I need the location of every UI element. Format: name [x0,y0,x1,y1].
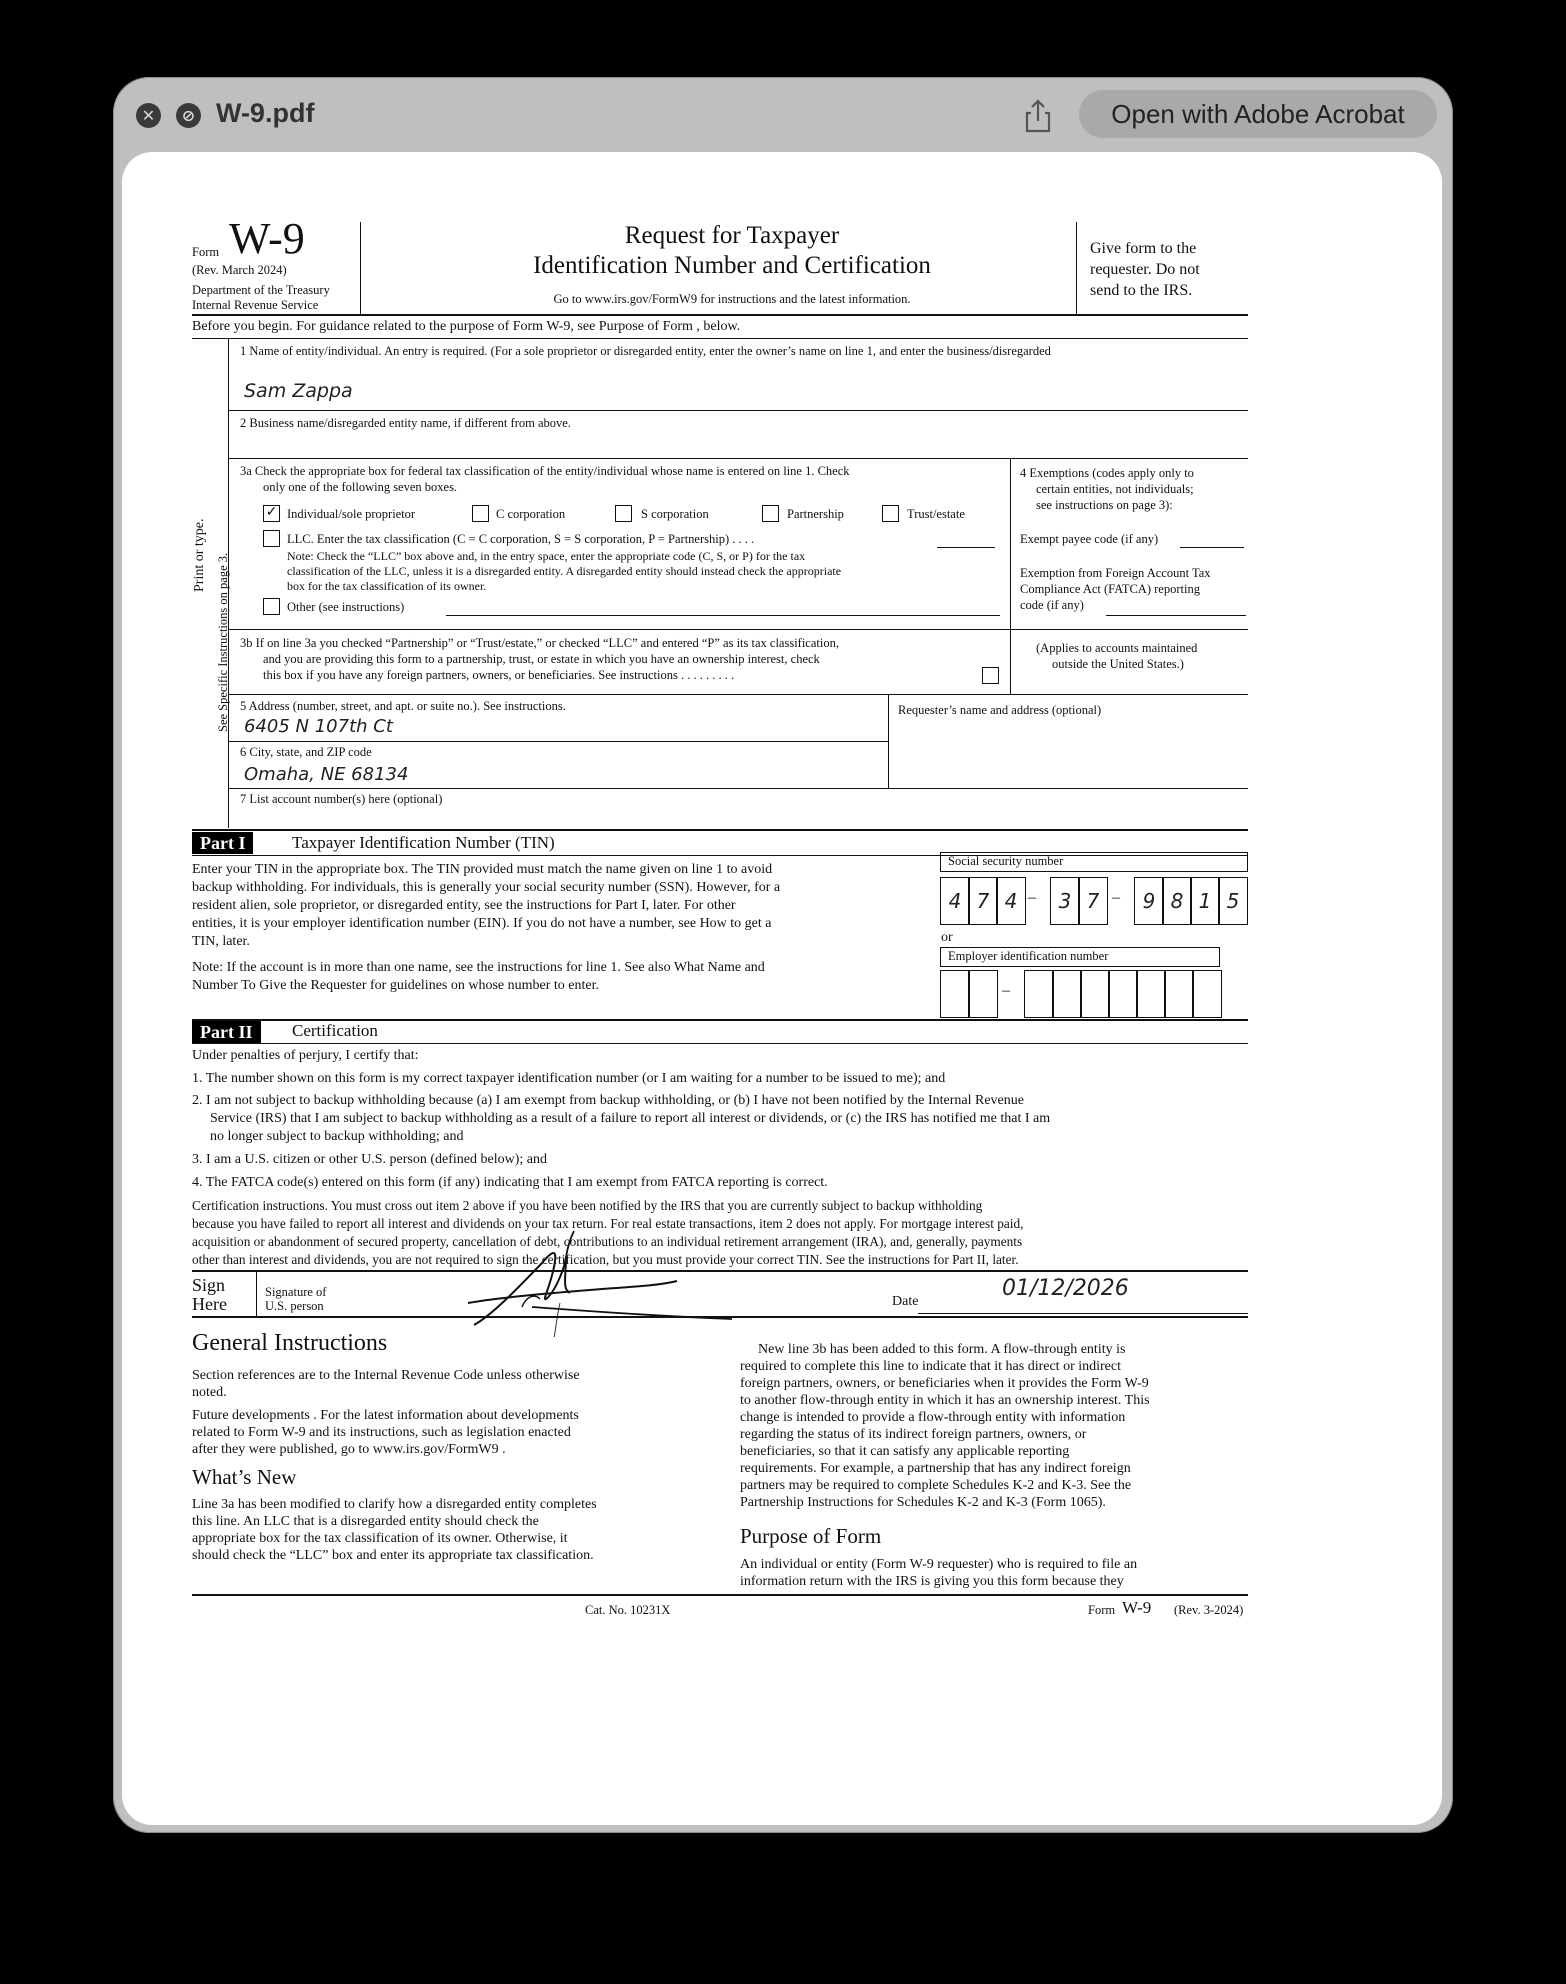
whats-new-1: Line 3a has been modified to clarify how a disregarded entity completes [192,1497,597,1512]
part2-tag: Part II [192,1021,261,1043]
irs-label: Internal Revenue Service [192,298,319,312]
form-goto: Go to www.irs.gov/FormW9 for instructions and the latest information. [553,292,911,306]
whats-new-2: this line. An LLC that is a disregarded entity should check the [192,1514,539,1529]
line1-label: 1 Name of entity/individual. An entry is required. (For a sole proprietor or disregarded entity, enter the owner’s name on line 1, and enter the business/disregarded [240,344,1051,358]
individual-checkbox[interactable]: ✓ [263,505,280,522]
here-label: Here [192,1294,227,1314]
c-corp-checkbox[interactable] [472,505,489,522]
line7-label: 7 List account number(s) here (optional) [240,792,443,806]
cert-intro: Under penalties of perjury, I certify that: [192,1048,419,1063]
llc-note-1: Note: Check the “LLC” box above and, in the entry space, enter the appropriate code (C, S, or P) for the tax [287,549,806,563]
form-title-2: Identification Number and Certification [533,252,931,279]
line2-label: 2 Business name/disregarded entity name, if different from above. [240,416,571,430]
cat-number: Cat. No. 10231X [585,1603,671,1617]
llc-note-2: classification of the LLC, unless it is a disregarded entity. A disregarded entity should instead check the appropriate [287,564,842,578]
right-col-10: Partnership Instructions for Schedules K-2 and K-3 (Form 1065). [740,1495,1106,1510]
cert-item-1: 1. The number shown on this form is my correct taxpayer identification number (or I am waiting for a number to be issued to me); and [192,1071,946,1086]
give-form-2: requester. Do not [1090,261,1200,278]
ssn-dash: – [1112,889,1120,906]
applies-2: outside the United States.) [1052,657,1184,671]
ssn-digit: 8 [1162,877,1192,925]
part1-title: Taxpayer Identification Number (TIN) [292,833,555,852]
date-field[interactable]: 01/12/2026 [1002,1276,1129,1301]
give-form-1: Give form to the [1090,240,1197,257]
ssn-digit: 9 [1134,877,1164,925]
c-corp-label: C corporation [496,507,566,521]
ssn-digit: 3 [1050,877,1080,925]
open-with-acrobat-button[interactable]: Open with Adobe Acrobat [1079,90,1437,138]
date-label: Date [892,1294,919,1309]
account-numbers-field[interactable] [240,808,1240,826]
part1-text-5: TIN, later. [192,934,250,949]
partnership-checkbox[interactable] [762,505,779,522]
signature-of-label: Signature of [265,1285,327,1299]
ein-label: Employer identification number [948,949,1109,963]
cert-instr-4: other than interest and dividends, you are not required to sign the certification, but you must provide your correct TIN. See the instructions for Part II, later. [192,1252,1019,1267]
other-label: Other (see instructions) [287,600,405,614]
individual-label: Individual/sole proprietor [287,507,416,521]
cert-item-2b: Service (IRS) that I am subject to backup withholding as a result of a failure to report all interest or dividends, or (c) the IRS has notified me that I am [210,1111,1051,1126]
form-rev: (Rev. March 2024) [192,263,287,277]
right-col-7: beneficiaries, so that it can satisfy any applicable reporting [740,1444,1070,1459]
file-name: W-9.pdf [216,98,315,128]
exemptions-label-2: certain entities, not individuals; [1036,482,1194,496]
line5-label: 5 Address (number, street, and apt. or suite no.). See instructions. [240,699,566,713]
name-field[interactable]: Sam Zappa [244,380,353,402]
fatca-label-1: Exemption from Foreign Account Tax [1020,566,1211,580]
exempt-payee-label: Exempt payee code (if any) [1020,532,1159,546]
s-corp-label: S corporation [641,507,709,521]
ssn-digit: 4 [996,877,1026,925]
address-field[interactable]: 6405 N 107th Ct [244,716,393,737]
part1-text-2: backup withholding. For individuals, this is generally your social security number (SSN). However, for a [192,880,781,895]
gi-text-1: Section references are to the Internal Revenue Code unless otherwise [192,1368,580,1383]
part1-text-3: resident alien, sole proprietor, or disregarded entity, see the instructions for Part I, later. For other [192,898,736,913]
future-dev-1: Future developments . For the latest information about developments [192,1408,579,1423]
line3a-label-2: only one of the following seven boxes. [263,480,458,494]
cert-instr-2: because you have failed to report all interest and dividends on your tax return. For real estate transactions, item 2 does not apply. For mortgage interest paid, [192,1216,1024,1231]
part2-title: Certification [292,1021,378,1040]
footer-form-word: Form [1088,1603,1116,1617]
trust-estate-checkbox[interactable] [882,505,899,522]
future-dev-2: related to Form W-9 and its instructions, such as legislation enacted [192,1425,571,1440]
future-dev-3: after they were published, go to www.irs.gov/FormW9 . [192,1442,506,1457]
part1-text-4: entities, it is your employer identification number (EIN). If you do not have a number, see How to get a [192,916,772,931]
ssn-digit: 4 [940,877,970,925]
whats-new-4: should check the “LLC” box and enter its appropriate tax classification. [192,1548,594,1563]
gi-text-2: noted. [192,1385,227,1400]
partnership-label: Partnership [787,507,844,521]
before-you-begin: Before you begin. For guidance related to the purpose of Form W-9, see Purpose of Form , below. [192,319,741,334]
applies-1: (Applies to accounts maintained [1036,641,1198,655]
cert-item-2c: no longer subject to backup withholding; and [210,1129,464,1144]
right-col-6: regarding the status of its indirect foreign partners, owners, or [740,1427,1087,1442]
close-icon[interactable]: ✕ [136,103,161,128]
right-col-2: required to complete this line to indicate that it has direct or indirect [740,1359,1121,1374]
ssn-digit: 7 [968,877,998,925]
requester-label: Requester’s name and address (optional) [898,703,1102,717]
trust-estate-label: Trust/estate [907,507,965,521]
foreign-partners-checkbox[interactable] [982,667,999,684]
fatca-label-3: code (if any) [1020,598,1084,612]
right-col-3: foreign partners, owners, or beneficiaries when it provides the Form W-9 [740,1376,1149,1391]
cert-item-2a: 2. I am not subject to backup withholding because (a) I am exempt from backup withholding, or (b) I have not been notified by the Internal Revenue [192,1093,1024,1108]
us-person-label: U.S. person [265,1299,324,1313]
general-instructions-heading: General Instructions [192,1330,388,1356]
line3b-label-1: 3b If on line 3a you checked “Partnership” or “Trust/estate,” or checked “LLC” and entered “P” as its tax classification, [240,636,839,650]
right-col-9: partners may be required to complete Schedules K-2 and K-3. See the [740,1478,1132,1493]
preview-window [113,77,1453,1833]
handwritten-signature [462,1227,742,1337]
ein-field[interactable] [940,970,1240,1018]
llc-label: LLC. Enter the tax classification (C = C corporation, S = S corporation, P = Partnership) . . . . [287,532,755,546]
side-print-type: Print or type. [192,518,207,592]
right-col-4: to another flow-through entity in which it has an ownership interest. This [740,1393,1150,1408]
part1-text-1: Enter your TIN in the appropriate box. The TIN provided must match the name given on line 1 to avoid [192,862,773,877]
hide-icon[interactable]: ⊘ [176,103,201,128]
part1-tag: Part I [192,832,253,854]
right-col-5: change is intended to provide a flow-through entity with information [740,1410,1126,1425]
document-page [122,152,1442,1825]
ssn-field[interactable] [940,877,1250,925]
other-checkbox[interactable] [263,598,280,615]
form-word: Form [192,245,220,259]
cert-instr-3: acquisition or abandonment of secured property, cancellation of debt, contributions to an individual retirement arrangement (IRA), and, generally, payments [192,1234,1023,1249]
right-col-1: New line 3b has been added to this form. A flow-through entity is [758,1342,1126,1357]
line3b-label-2: and you are providing this form to a partnership, trust, or estate in which you have an ownership interest, check [263,652,820,666]
sign-label: Sign [192,1275,226,1295]
ssn-digit: 1 [1190,877,1220,925]
llc-checkbox[interactable] [263,530,280,547]
give-form-3: send to the IRS. [1090,282,1193,299]
cert-instr-1: Certification instructions. You must cross out item 2 above if you have been notified by the IRS that you are currently subject to backup withholding [192,1198,983,1213]
footer-rev: (Rev. 3-2024) [1174,1603,1244,1617]
or-label: or [941,930,953,945]
ein-dash: – [1002,982,1010,999]
part1-note-1: Note: If the account is in more than one name, see the instructions for line 1. See also What Name and [192,960,765,975]
purpose-text-2: information return with the IRS is giving you this form because they [740,1574,1124,1589]
whats-new-heading: What’s New [192,1465,297,1489]
fatca-label-2: Compliance Act (FATCA) reporting [1020,582,1200,596]
requester-field[interactable] [898,724,1238,784]
ssn-digit: 5 [1218,877,1248,925]
dept-treasury: Department of the Treasury [192,283,330,297]
form-title-1: Request for Taxpayer [624,222,840,249]
share-icon[interactable] [1018,96,1058,136]
ssn-digit: 7 [1078,877,1108,925]
llc-note-3: box for the tax classification of its owner. [287,579,487,593]
line3b-label-3: this box if you have any foreign partners, owners, or beneficiaries. See instructions . . . . . . . . . [263,668,735,682]
line6-label: 6 City, state, and ZIP code [240,745,372,759]
side-specific-instructions: See Specific Instructions on page 3. [216,552,230,732]
whats-new-3: appropriate box for the tax classification of its owner. Otherwise, it [192,1531,568,1546]
business-name-field[interactable] [240,437,1240,457]
form-number: W-9 [229,214,305,263]
city-state-zip-field[interactable]: Omaha, NE 68134 [244,764,409,785]
ssn-dash: – [1028,889,1036,906]
part1-note-2: Number To Give the Requester for guidelines on whose number to enter. [192,978,599,993]
title-bar [113,77,1453,151]
ssn-label: Social security number [948,854,1064,868]
footer-form-number: W-9 [1122,1598,1152,1617]
line3a-label-1: 3a Check the appropriate box for federal tax classification of the entity/individual whose name is entered on line 1. Check [240,464,850,478]
purpose-text-1: An individual or entity (Form W-9 requester) who is required to file an [740,1557,1138,1572]
cert-item-3: 3. I am a U.S. citizen or other U.S. person (defined below); and [192,1152,547,1167]
cert-item-4: 4. The FATCA code(s) entered on this form (if any) indicating that I am exempt from FATCA reporting is correct. [192,1175,828,1190]
exemptions-label-1: 4 Exemptions (codes apply only to [1020,466,1194,480]
exemptions-label-3: see instructions on page 3): [1036,498,1173,512]
purpose-heading: Purpose of Form [740,1524,882,1548]
s-corp-checkbox[interactable] [615,505,632,522]
right-col-8: requirements. For example, a partnership that has any indirect foreign [740,1461,1131,1476]
